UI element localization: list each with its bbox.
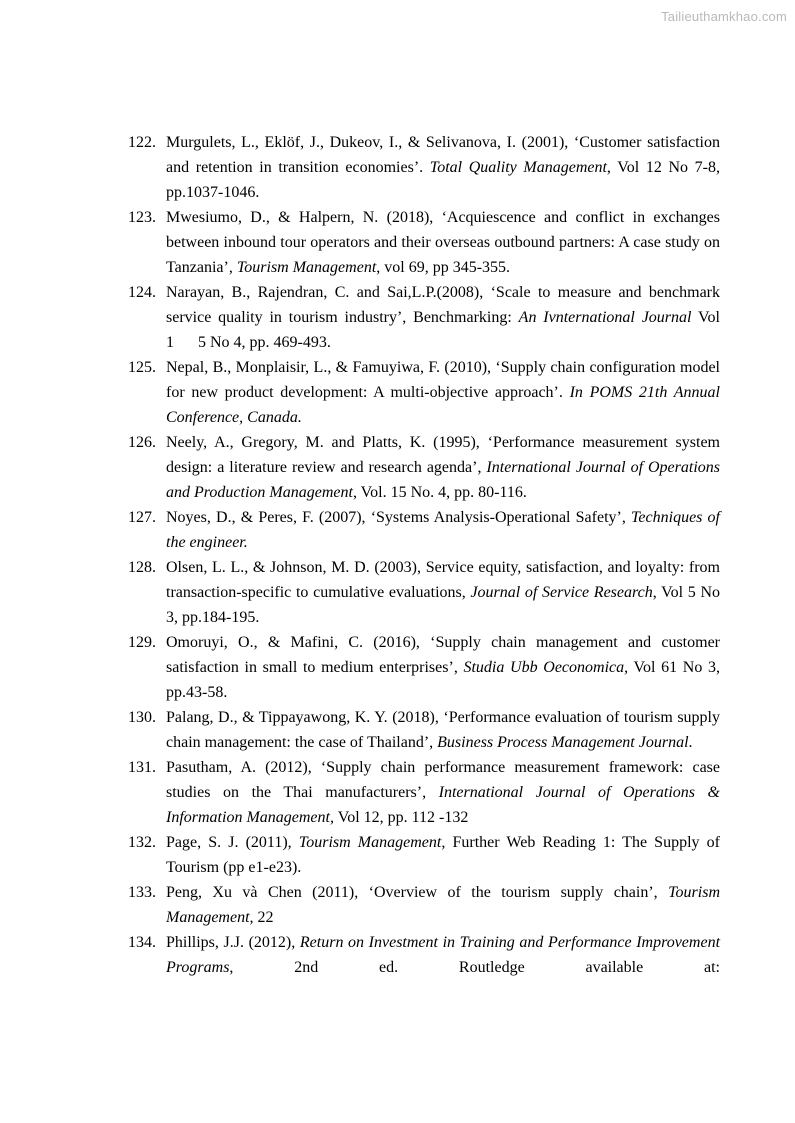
reference-journal-title: International Journal of Operations and Production Management xyxy=(166,459,720,501)
reference-number: 132. xyxy=(128,834,156,851)
reference-journal-title: Business Process Management Journal xyxy=(437,734,689,751)
reference-journal-title: Journal of Service Research xyxy=(470,584,653,601)
reference-number: 127. xyxy=(128,509,156,526)
reference-text: , Vol 12 No 7-8, pp.1037-1046. xyxy=(166,159,721,201)
reference-text: 22 xyxy=(253,909,274,926)
reference-text: Nepal, B., Monplaisir, L., & Famuyiwa, F. (2010), ‘Supply chain configuration model for new product development: A multi-objective approach’. xyxy=(166,359,720,401)
reference-text: Mwesiumo, D., & Halpern, N. (2018), ‘Acquiescence and conflict in exchanges between inbound tour operators and their overseas outbound partners: A case study on Tanzania’, xyxy=(166,209,720,276)
watermark: Tailieuthamkhao.com xyxy=(661,9,787,24)
references-list xyxy=(128,130,720,980)
reference-text: Narayan, B., Rajendran, C. and Sai,L.P.(2008), ‘Scale to measure and benchmark service quality in tourism industry’, Benchmarking: xyxy=(166,284,720,326)
reference-item xyxy=(128,430,720,505)
reference-text: Murgulets, L., Eklöf, J., Dukeov, I., & Selivanova, I. (2001), ‘Customer satisfaction and retention in transition economies’. xyxy=(166,134,720,176)
reference-journal-title: Return on Investment in Training and Performance Improvement Programs xyxy=(166,934,721,976)
reference-journal-title: International Journal of Operations & Information Management, xyxy=(166,784,720,826)
reference-text: . xyxy=(688,734,693,751)
reference-text: Further Web Reading 1: The Supply of Tourism (pp e1-e23). xyxy=(166,834,720,876)
reference-number: 126. xyxy=(128,434,156,451)
reference-text: Pasutham, A. (2012), ‘Supply chain performance measurement framework: case studies on the Thai manufacturers’, xyxy=(166,759,720,801)
reference-number: 123. xyxy=(128,209,156,226)
reference-item xyxy=(128,505,720,555)
reference-journal-title: An Ivnternational Journal xyxy=(518,309,692,326)
reference-item xyxy=(128,280,720,355)
reference-item xyxy=(128,630,720,705)
reference-text: , 2nd ed. Routledge available at: xyxy=(229,959,720,976)
reference-journal-title: Total Quality Management xyxy=(429,159,607,176)
reference-text: Neely, A., Gregory, M. and Platts, K. (1995), ‘Performance measurement system design: a literature review and research agenda’, xyxy=(166,434,720,476)
reference-number: 134. xyxy=(128,934,156,951)
reference-text: Noyes, D., & Peres, F. (2007), ‘Systems Analysis-Operational Safety’, xyxy=(166,509,631,526)
reference-text: Palang, D., & Tippayawong, K. Y. (2018), ‘Performance evaluation of tourism supply chain management: the case of Thailand’, xyxy=(166,709,720,751)
reference-item xyxy=(128,830,720,880)
reference-journal-title: Tourism Management xyxy=(236,259,377,276)
reference-text: Vol 1 5 No 4, pp. 469-493. xyxy=(166,309,720,351)
reference-number: 131. xyxy=(128,759,156,776)
reference-number: 129. xyxy=(128,634,156,651)
reference-number: 130. xyxy=(128,709,156,726)
reference-text: Vol 61 No 3, pp.43-58. xyxy=(166,659,720,701)
reference-text: Vol 12, pp. 112 -132 xyxy=(333,809,469,826)
reference-item xyxy=(128,130,720,205)
reference-number: 133. xyxy=(128,884,156,901)
reference-number: 125. xyxy=(128,359,156,376)
reference-text: Page, S. J. (2011), xyxy=(166,834,299,851)
reference-journal-title: Tourism Management, xyxy=(298,834,446,851)
reference-item xyxy=(128,355,720,430)
reference-text: Omoruyi, O., & Mafini, C. (2016), ‘Supply chain management and customer satisfaction in small to medium enterprises’, xyxy=(166,634,720,676)
reference-item xyxy=(128,930,720,980)
reference-journal-title: Techniques of the engineer. xyxy=(166,509,720,551)
reference-number: 128. xyxy=(128,559,156,576)
reference-text: , Vol 5 No 3, pp.184-195. xyxy=(166,584,721,626)
reference-item xyxy=(128,705,720,755)
reference-item xyxy=(128,555,720,630)
reference-journal-title: In POMS 21th Annual Conference, Canada. xyxy=(166,384,720,426)
reference-item xyxy=(128,205,720,280)
reference-number: 124. xyxy=(128,284,156,301)
reference-text: , vol 69, pp 345-355. xyxy=(376,259,511,276)
reference-journal-title: Tourism Management, xyxy=(166,884,720,926)
reference-item xyxy=(128,755,720,830)
reference-text: Phillips, J.J. (2012), xyxy=(166,934,300,951)
reference-text: Olsen, L. L., & Johnson, M. D. (2003), Service equity, satisfaction, and loyalty: from transaction-specific to cumulative evaluations, xyxy=(166,559,720,601)
reference-text: , Vol. 15 No. 4, pp. 80-116. xyxy=(352,484,527,501)
reference-journal-title: Studia Ubb Oeconomica, xyxy=(463,659,629,676)
reference-number: 122. xyxy=(128,134,156,151)
reference-text: Peng, Xu và Chen (2011), ‘Overview of the tourism supply chain’, xyxy=(166,884,669,901)
reference-item xyxy=(128,880,720,930)
